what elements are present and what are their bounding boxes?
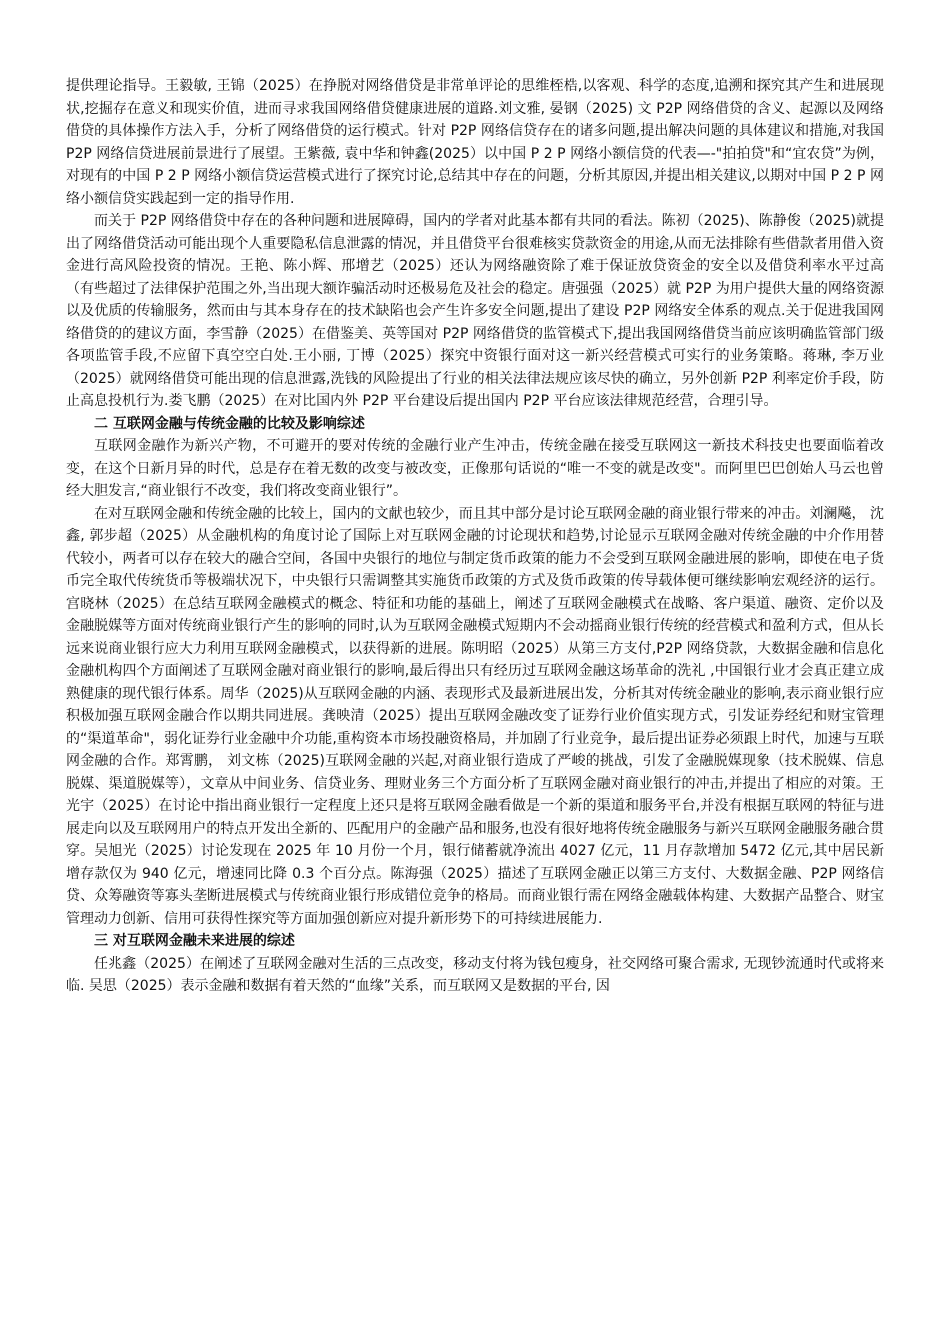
paragraph-1: 提供理论指导。王毅敏, 王锦（2025）在挣脱对网络借贷是非常单评论的思维桎梏,以客观、科学的态度,追溯和探究其产生和进展现状,挖掘存在意义和现实价值，进而寻求我国网络借贷健康进展的道路.刘文雅, 晏钢（2025) 文 P2P 网络借贷的含义、起源以及网络借贷的具体操作方法入手，分析了网络借贷的运行模式。针对 P2P 网络信贷存在的诸多问题,提出解决问题的具体建议和措施,对我国 P2P 网络信贷进展前景进行了展望。王紫薇, 袁中华和钟鑫(2025）以中国 P 2 P 网络小额信贷的代表—-"拍拍贷"和“宜农贷”为例，对现有的中国 P 2 P 网络小额信贷运营模式进行了探究讨论,总结其中存在的问题，分析其原因,并提出相关建议,以期对中国 P 2 P 网络小额信贷实践起到一定的指导作用. xyxy=(66,78,884,207)
paragraph-5: 任兆鑫（2025）在阐述了互联网金融对生活的三点改变，移动支付将为钱包瘦身，社交网络可聚合需求, 无现钞流通时代或将来临. 吴思（2025）表示金融和数据有着天然的“血缘”关系，而互联网又是数据的平台, 因 xyxy=(66,955,884,994)
section-heading-2: 二 互联网金融与传统金融的比较及影响综述 xyxy=(94,415,365,432)
paragraph-4: 在对互联网金融和传统金融的比较上，国内的文献也较少，而且其中部分是讨论互联网金融的商业银行带来的冲击。刘澜飚， 沈鑫, 郭步超（2025）从金融机构的角度讨论了国际上对互联网金融的讨论现状和趋势,讨论显示互联网金融对传统金融的中介作用替代较小，两者可以存在较大的融合空间，各国中央银行的地位与制定货币政策的能力不会受到互联网金融进展的影响，即使在电子货币完全取代传统货币等极端状况下，中央银行只需调整其实施货币政策的方式及货币政策的传导载体便可继续影响宏观经济的运行。宫晓林（2025）在总结互联网金融模式的概念、特征和功能的基础上，阐述了互联网金融模式在战略、客户渠道、融资、定价以及金融脱媒等方面对传统商业银行产生的影响的同时,认为互联网金融模式短期内不会动摇商业银行传统的经营模式和盈利方式，但从长远来说商业银行应大力利用互联网金融模式，以获得新的进展。陈明昭（2025）从第三方支付,P2P 网络贷款，大数据金融和信息化金融机构四个方面阐述了互联网金融对商业银行的影响,最后得出只有经历过互联网金融这场革命的洗礼 ,中国银行业才会真正建立成熟健康的现代银行体系。周华（2025)从互联网金融的内涵、表现形式及最新进展出发，分析其对传统金融业的影响,表示商业银行应积极加强互联网金融合作以期共同进展。龚映清（2025）提出互联网金融改变了证券行业价值实现方式，引发证券经纪和财宝管理的“渠道革命"，弱化证券行业金融中介功能,重构资本市场投融资格局，并加剧了行业竞争，最后提出证券必须跟上时代，加速与互联网金融的合作。郑霄鹏， 刘文栋（2025)互联网金融的兴起,对商业银行造成了严峻的挑战，引发了金融脱媒现象（技术脱媒、信息脱媒、渠道脱媒等），文章从中间业务、信贷业务、理财业务三个方面分析了互联网金融对商业银行的冲击,并提出了相应的对策。王光宇（2025）在讨论中指出商业银行一定程度上还只是将互联网金融看做是一个新的渠道和服务平台,并没有根据互联网的特征与进展走向以及互联网用户的特点开发出全新的、匹配用户的金融产品和服务,也没有很好地将传统金融服务与新兴互联网金融服务融合贯穿。吴旭光（2025）讨论发现在 2025 年 10 月份一个月，银行储蓄就净流出 4027 亿元，11 月存款增加 5472 亿元,其中居民新增存款仅为 940 亿元，增速同比降 0.3 个百分点。陈海强（2025）描述了互联网金融正以第三方支付、大数据金融、P2P 网络信贷、众筹融资等寡头垄断进展模式与传统商业银行形成错位竞争的格局。而商业银行需在网络金融载体构建、大数据产品整合、财宝管理动力创新、信用可获得性探究等方面加强创新应对提升新形势下的可持续进展能力. xyxy=(66,505,884,927)
paragraph-2: 而关于 P2P 网络借贷中存在的各种问题和进展障碍，国内的学者对此基本都有共同的看法。陈初（2025)、陈静俊（2025)就提出了网络借贷活动可能出现个人重要隐私信息泄露的情况，并且借贷平台很难核实贷款资金的用途,从而无法排除有些借款者用借入资金进行高风险投资的情况。王艳、陈小辉、邢增艺（2025）还认为网络融资除了难于保证放贷资金的安全以及借贷利率水平过高（有些超过了法律保护范围之外,当出现大额诈骗活动时还极易危及社会的稳定。唐强强（2025）就 P2P 为用户提供大量的网络资源以及优质的传输服务，然而由与其本身存在的技术缺陷也会产生许多安全问题,提出了建设 P2P 网络安全体系的观点.关于促进我国网络借贷的的建议方面，李雪静（2025）在借鉴美、英等国对 P2P 网络借贷的监管模式下,提出我国网络借贷当前应该明确监管部门级各项监管手段,不应留下真空空白处.王小丽, 丁博（2025）探究中资银行面对这一新兴经营模式可实行的业务策略。蒋琳, 李万业（2025）就网络借贷可能出现的信息泄露,洗钱的风险提出了行业的相关法律法规应该尽快的确立，另外创新 P2P 利率定价手段，防止高息投机行为.娄飞鹏（2025）在对比国内外 P2P 平台建设后提出国内 P2P 平台应该法律规范经营，合理引导。 xyxy=(66,213,884,409)
document-page xyxy=(66,75,884,998)
section-heading-3: 三 对互联网金融未来进展的综述 xyxy=(94,933,295,949)
paragraph-3: 互联网金融作为新兴产物，不可避开的要对传统的金融行业产生冲击，传统金融在接受互联网这一新技术科技史也要面临着改变，在这个日新月异的时代，总是存在着无数的改变与被改变，正像那句话说的“唯一不变的就是改变"。而阿里巴巴创始人马云也曾经大胆发言,“商业银行不改变，我们将改变商业银行”。 xyxy=(66,438,884,499)
